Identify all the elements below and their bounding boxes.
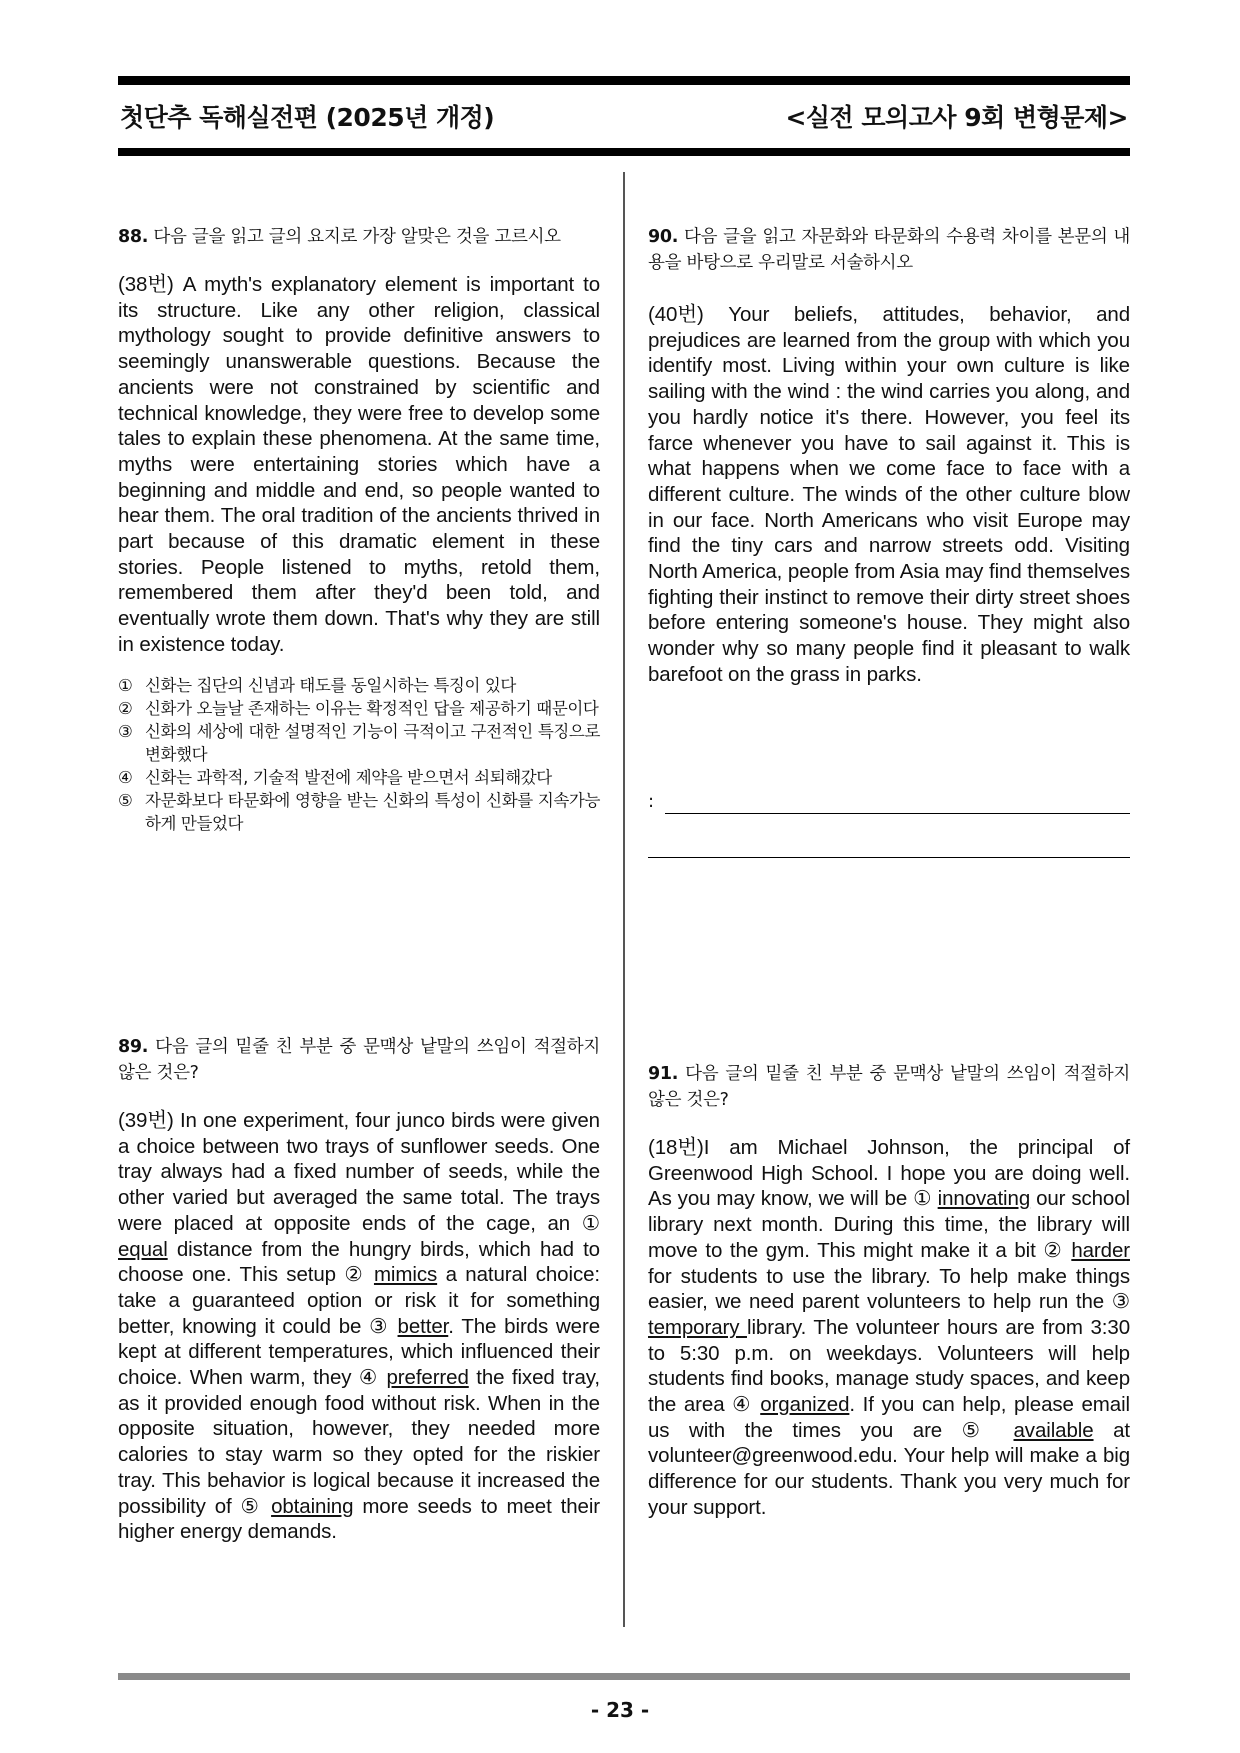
choice-4[interactable]: ④ 신화는 과학적, 기술적 발전에 제약을 받으면서 쇠퇴해갔다 xyxy=(118,767,552,787)
answer-line-2[interactable] xyxy=(648,857,1130,858)
question-90-instruction: 90. 다음 글을 읽고 자문화와 타문화의 수용력 차이를 본문의 내용을 바탕으로 우리말로 서술하시오 xyxy=(648,227,1130,273)
choice-2[interactable]: ② 신화가 오늘날 존재하는 이유는 확정적인 답을 제공하기 때문이다 xyxy=(118,698,599,718)
underlined-word-4: organized xyxy=(760,1393,850,1417)
underlined-word-3: better xyxy=(397,1314,449,1338)
choice-3[interactable]: ③ 신화의 세상에 대한 설명적인 기능이 극적이고 구전적인 특징으로 변화했다 xyxy=(118,721,600,764)
choice-1[interactable]: ① 신화는 집단의 신념과 태도를 동일시하는 특징이 있다 xyxy=(118,675,516,695)
question-number: 88. xyxy=(118,227,149,247)
underlined-word-4: preferred xyxy=(386,1366,469,1390)
question-88-choices xyxy=(118,674,600,835)
question-88 xyxy=(118,224,600,835)
book-title: 첫단추 독해실전편 (2025년 개정) xyxy=(120,103,495,132)
underlined-word-3: temporary xyxy=(648,1315,747,1339)
page-number: - 23 - xyxy=(590,1698,650,1722)
underlined-word-1: innovating xyxy=(937,1187,1031,1211)
underlined-word-2: mimics xyxy=(373,1263,438,1287)
question-89-instruction: 89. 다음 글의 밑줄 친 부분 중 문맥상 낱말의 쓰임이 적절하지 않은 것은? xyxy=(118,1037,600,1083)
question-90-passage: (40번) Your beliefs, attitudes, behavior, and prejudices are learned from the group with which you identify most. Living within your own culture is like sailing with the wind : the wind carries you along, and you hardly notice it's there. However, you feel its farce whenever you have to sail against it. This is what happens when we come face to face with a different culture. The winds of the other culture blow in our face. North Americans who visit Europe may find the tiny cars and narrow streets odd. Visiting North America, people from Asia may find themselves fighting their instinct to remove their dirty street shoes before entering someone's house. They might also wonder why so many people find it pleasant to walk barefoot on the grass in parks. xyxy=(648,303,1130,686)
column-divider xyxy=(623,172,625,1627)
question-89-passage: (39번) In one experiment, four junco birds were given a choice between two trays of sunflower seeds. One tray always had a fixed number of seeds, while the other varied but averaged the same total. The trays were placed at opposite ends of the cage, an ① equal distance from the hungry birds, which had to choose one. This setup ② mimics a natural choice: take a guaranteed option or risk it for something better, knowing it could be ③ better. The birds were kept at different temperatures, which influenced their choice. When warm, they ④ preferred the fixed tray, as it provided enough food without risk. When in the opposite situation, however, they needed more calories to stay warm so they opted for the riskier tray. This behavior is logical because it increased the possibility of ⑤ obtaining more seeds to meet their higher energy demands. xyxy=(118,1109,601,1544)
question-88-passage: (38번) A myth's explanatory element is important to its structure. Like any other religion, classical mythology sought to provide definitive answers to seemingly unanswerable questions. Because the ancients were not constrained by scientific and technical knowledge, they were free to develop some tales to explain these phenomena. At the same time, myths were entertaining stories which have a beginning and middle and end, so people wanted to hear them. The oral tradition of the ancients thrived in part because of this dramatic element in these stories. People listened to myths, retold them, remembered them after they'd been told, and eventually wrote them down. That's why they are still in existence today. xyxy=(118,273,600,656)
question-number: 90. xyxy=(648,227,679,247)
question-number: 91. xyxy=(648,1064,679,1084)
choice-5[interactable]: ⑤ 자문화보다 타문화에 영향을 받는 신화의 특성이 신화를 지속가능하게 만들었다 xyxy=(118,790,600,833)
underlined-word-2: harder xyxy=(1071,1238,1130,1262)
exam-title: <실전 모의고사 9회 변형문제> xyxy=(785,103,1128,132)
question-number: 89. xyxy=(118,1037,149,1057)
question-89 xyxy=(118,1034,600,1545)
question-91 xyxy=(648,1061,1130,1521)
question-90 xyxy=(648,224,1130,688)
underlined-word-5: obtaining xyxy=(271,1494,354,1518)
footer-rule xyxy=(118,1673,1130,1680)
header-top-rule xyxy=(118,76,1130,85)
question-91-passage: (18번)I am Michael Johnson, the principal of Greenwood High School. I hope you are doing well. As you may know, we will be ① innovating our school library next month. During this time, the library will move to the gym. This might make it a bit ② harder for students to use the library. To help make things easier, we need parent volunteers to help run the ③ temporary library. The volunteer hours are from 3:30 to 5:30 p.m. on weekdays. Volunteers will help students find books, manage study spaces, and keep the area ④ organized. If you can help, please email us with the times you are ⑤ available at volunteer@greenwood.edu. Your help will make a big difference for our students. Thank you very much for your support. xyxy=(648,1136,1131,1519)
answer-prefix: : xyxy=(648,791,655,812)
underlined-word-5: available xyxy=(1013,1418,1094,1442)
question-88-instruction: 88. 다음 글을 읽고 글의 요지로 가장 알맞은 것을 고르시오 xyxy=(118,227,561,247)
underlined-word-1: equal xyxy=(118,1237,168,1261)
question-91-instruction: 91. 다음 글의 밑줄 친 부분 중 문맥상 낱말의 쓰임이 적절하지 않은 것은? xyxy=(648,1064,1130,1110)
answer-line-1[interactable] xyxy=(665,813,1130,814)
header-bottom-rule xyxy=(118,148,1130,156)
